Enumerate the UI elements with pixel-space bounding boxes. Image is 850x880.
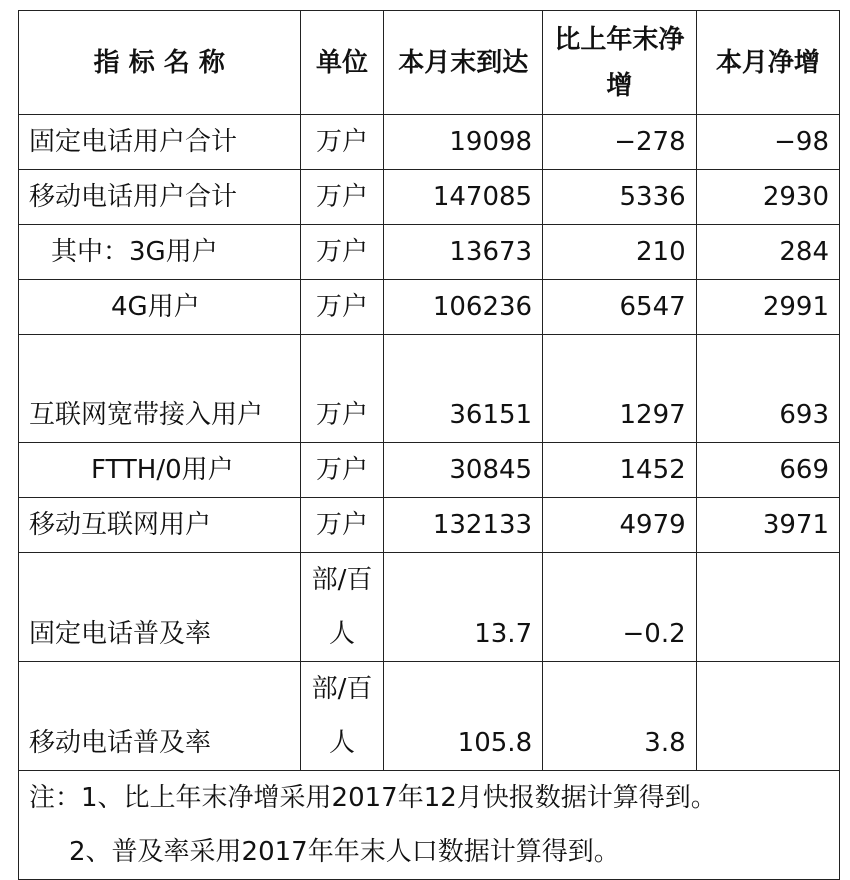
row-current: 13673 xyxy=(384,225,543,280)
note-line-2: 2、普及率采用2017年年末人口数据计算得到。 xyxy=(69,837,620,867)
row-current: 36151 xyxy=(384,335,543,443)
row-vs-last-year: 1452 xyxy=(543,443,697,498)
row-current: 132133 xyxy=(384,498,543,553)
row-unit: 万户 xyxy=(300,443,384,498)
row-month-net: −98 xyxy=(696,115,839,170)
telecom-statistics-table xyxy=(18,10,840,880)
table-row xyxy=(19,553,840,662)
row-name: FTTH/0用户 xyxy=(19,443,301,498)
table-row xyxy=(19,335,840,443)
row-vs-last-year: −278 xyxy=(543,115,697,170)
row-unit: 万户 xyxy=(300,170,384,225)
row-unit: 万户 xyxy=(300,225,384,280)
row-month-net: 693 xyxy=(696,335,839,443)
row-vs-last-year: 6547 xyxy=(543,280,697,335)
row-month-net xyxy=(696,553,839,662)
row-name: 其中：3G用户 xyxy=(19,225,301,280)
row-month-net: 669 xyxy=(696,443,839,498)
row-name: 4G用户 xyxy=(19,280,301,335)
row-month-net: 3971 xyxy=(696,498,839,553)
row-unit: 万户 xyxy=(300,335,384,443)
table-row xyxy=(19,225,840,280)
row-vs-last-year: 3.8 xyxy=(543,662,697,771)
header-current-month: 本月末到达 xyxy=(384,11,543,115)
row-name: 移动电话用户合计 xyxy=(19,170,301,225)
table-row xyxy=(19,443,840,498)
table-row xyxy=(19,115,840,170)
notes-row xyxy=(19,771,840,880)
header-indicator-name: 指 标 名 称 xyxy=(19,11,301,115)
table-row xyxy=(19,280,840,335)
row-name: 互联网宽带接入用户 xyxy=(19,335,301,443)
row-vs-last-year: 210 xyxy=(543,225,697,280)
row-current: 147085 xyxy=(384,170,543,225)
row-vs-last-year: 5336 xyxy=(543,170,697,225)
row-name: 固定电话用户合计 xyxy=(19,115,301,170)
row-month-net xyxy=(696,662,839,771)
notes-cell xyxy=(19,771,840,880)
row-vs-last-year: 4979 xyxy=(543,498,697,553)
row-current: 19098 xyxy=(384,115,543,170)
row-current: 106236 xyxy=(384,280,543,335)
table-row xyxy=(19,170,840,225)
row-name: 移动互联网用户 xyxy=(19,498,301,553)
table-row xyxy=(19,662,840,771)
row-month-net: 2991 xyxy=(696,280,839,335)
header-unit: 单位 xyxy=(300,11,384,115)
row-unit: 部/百人 xyxy=(300,662,384,771)
table-row xyxy=(19,498,840,553)
note-line-1: 注：1、比上年末净增采用2017年12月快报数据计算得到。 xyxy=(29,783,717,813)
row-vs-last-year: −0.2 xyxy=(543,553,697,662)
row-name: 固定电话普及率 xyxy=(19,553,301,662)
row-unit: 万户 xyxy=(300,280,384,335)
header-vs-last-year: 比上年末净增 xyxy=(543,11,697,115)
row-month-net: 284 xyxy=(696,225,839,280)
table-header-row xyxy=(19,11,840,115)
row-unit: 部/百人 xyxy=(300,553,384,662)
row-vs-last-year: 1297 xyxy=(543,335,697,443)
row-unit: 万户 xyxy=(300,115,384,170)
row-unit: 万户 xyxy=(300,498,384,553)
header-month-net: 本月净增 xyxy=(696,11,839,115)
row-current: 30845 xyxy=(384,443,543,498)
row-current: 105.8 xyxy=(384,662,543,771)
row-current: 13.7 xyxy=(384,553,543,662)
row-name: 移动电话普及率 xyxy=(19,662,301,771)
row-month-net: 2930 xyxy=(696,170,839,225)
